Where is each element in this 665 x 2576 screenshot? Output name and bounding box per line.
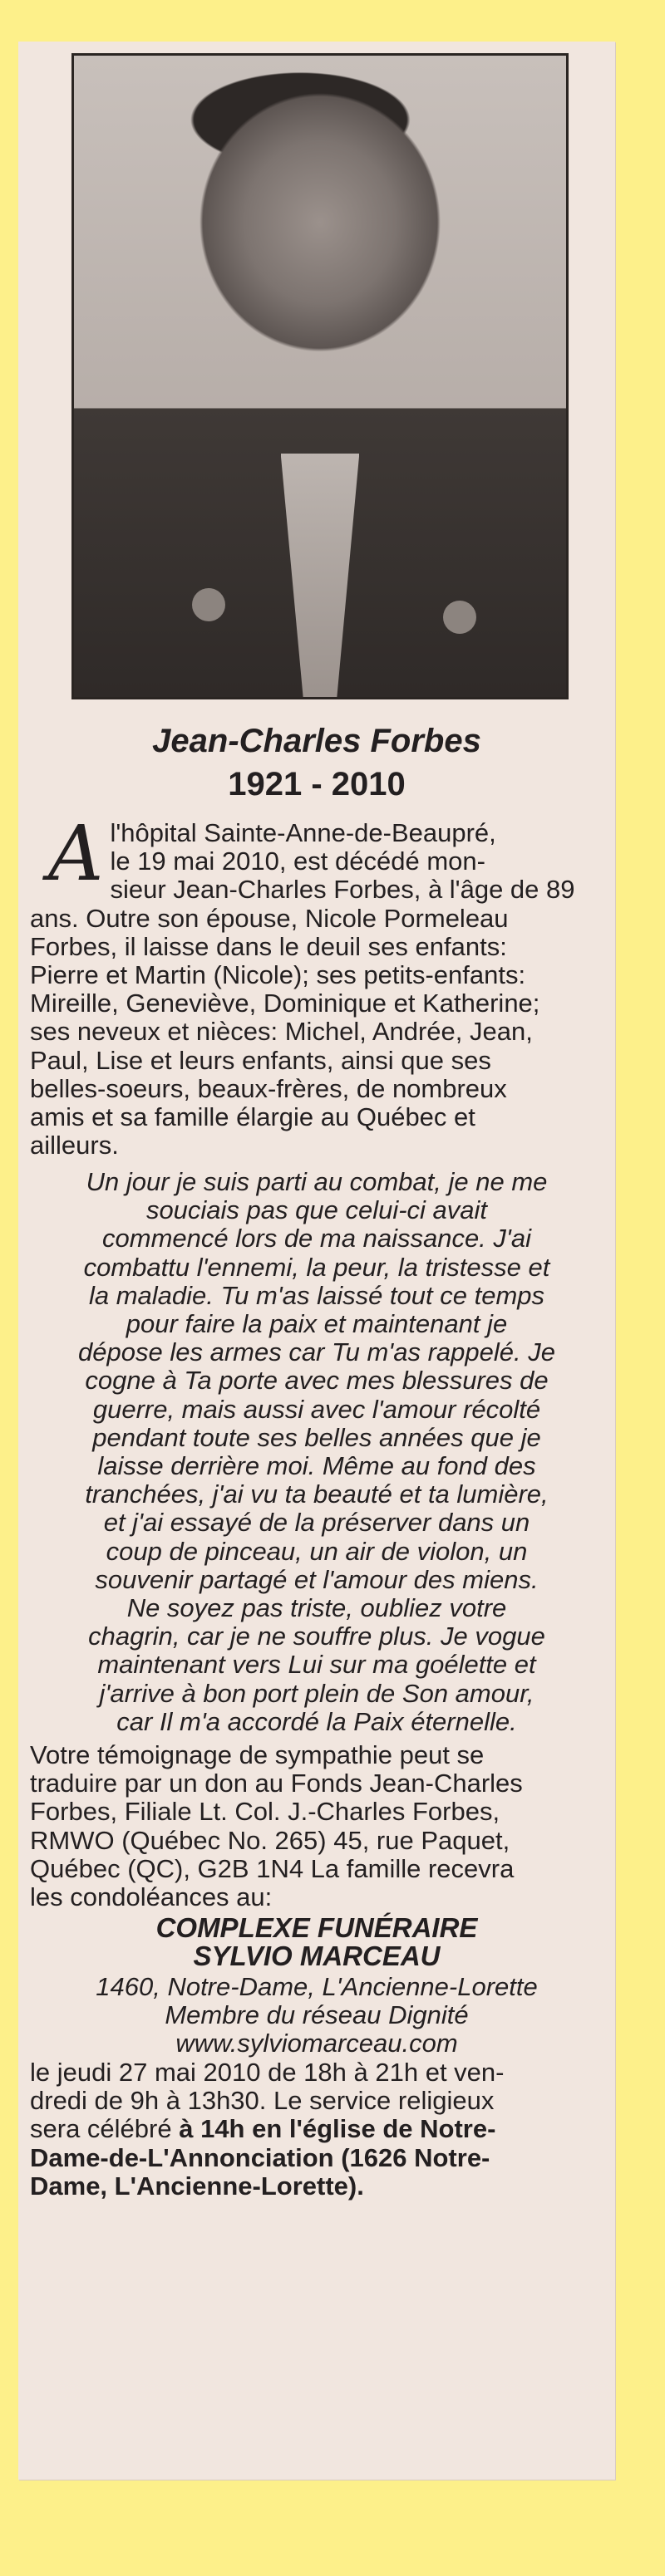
life-years: 1921 - 2010 [228, 766, 406, 802]
intro-line: ans. Outre son épouse, Nicole Pormeleau [30, 903, 509, 933]
poem-line: et j'ai essayé de la préserver dans un [103, 1508, 530, 1538]
schedule-line [30, 2115, 603, 2143]
poem-line: cogne à Ta porte avec mes blessures de [85, 1366, 549, 1396]
schedule-line [30, 2172, 603, 2201]
intro-paragraph [30, 809, 603, 1160]
intro-line: Pierre et Martin (Nicole); ses petits-enfants: [30, 960, 526, 990]
deceased-name: Jean-Charles Forbes [152, 723, 481, 759]
poem-line: maintenant vers Lui sur ma goélette et [97, 1650, 536, 1680]
poem-line: pour faire la paix et maintenant je [126, 1309, 508, 1339]
poem [30, 1168, 603, 1736]
sympathy-paragraph [30, 1741, 603, 1911]
sympathy-line: Forbes, Filiale Lt. Col. J.-Charles Forbes, [30, 1797, 500, 1827]
address-line: 1460, Notre-Dame, L'Ancienne-Lorette [96, 1972, 538, 2001]
poem-line: la maladie. Tu m'as laissé tout ce temps [88, 1280, 545, 1310]
intro-line: l'hôpital Sainte-Anne-de-Beaupré, [110, 818, 496, 847]
schedule-line [30, 2144, 603, 2172]
obituary-clipping [18, 42, 615, 2480]
service-time: à 14h en l'église de Notre- [179, 2114, 496, 2144]
sympathy-line: les condoléances au: [30, 1882, 273, 1912]
right-collar-badge [443, 601, 476, 634]
dropcap-letter: A [48, 809, 104, 898]
network-line: Membre du réseau Dignité [165, 2000, 469, 2030]
intro-line: Forbes, il laisse dans le deuil ses enfants: [30, 931, 507, 961]
intro-line: Paul, Lise et leurs enfants, ainsi que ses [30, 1045, 491, 1075]
intro-line: belles-soeurs, beaux-frères, de nombreux [30, 1073, 507, 1103]
schedule-paragraph [30, 2058, 603, 2201]
intro-line: ailleurs. [30, 1131, 119, 1160]
church-name: Dame-de-L'Annonciation (1626 Notre- [30, 2142, 490, 2172]
intro-line: amis et sa famille élargie au Québec et [30, 1102, 475, 1132]
funeral-home [30, 1914, 603, 1970]
intro-line: sieur Jean-Charles Forbes, à l'âge de 89 [110, 875, 575, 905]
poem-line: Ne soyez pas triste, oubliez votre [126, 1593, 507, 1623]
left-collar-badge [192, 588, 225, 621]
funeral-home-name: SYLVIO MARCEAU [193, 1941, 441, 1972]
sympathy-line: Québec (QC), G2B 1N4 La famille recevra [30, 1853, 515, 1883]
poem-line: souciais pas que celui-ci avait [145, 1195, 488, 1225]
poem-line: dépose les armes car Tu m'as rappelé. Je [78, 1337, 555, 1367]
intro-line: ses neveux et nièces: Michel, Andrée, Jean, [30, 1017, 533, 1047]
funeral-home-address [30, 1973, 603, 2058]
poem-line: laisse derrière moi. Même au fond des [97, 1451, 536, 1481]
schedule-line: dredi de 9h à 13h30. Le service religieux [30, 2086, 495, 2116]
poem-line: Un jour je suis parti au combat, je ne me [86, 1167, 548, 1196]
church-address: Dame, L'Ancienne-Lorette). [30, 2171, 364, 2201]
website-line: www.sylviomarceau.com [175, 2029, 458, 2058]
portrait-photo [71, 53, 569, 699]
schedule-text: sera célébré [30, 2114, 180, 2144]
poem-line: car Il m'a accordé la Paix éternelle. [116, 1706, 517, 1736]
shirt-collar [281, 454, 360, 699]
sympathy-line: Votre témoignage de sympathie peut se [30, 1740, 485, 1769]
poem-line: chagrin, car je ne souffre plus. Je vogue [88, 1622, 545, 1651]
funeral-home-name: COMPLEXE FUNÉRAIRE [155, 1912, 478, 1943]
poem-line: souvenir partagé et l'amour des miens. [95, 1564, 539, 1594]
intro-line: Mireille, Geneviève, Dominique et Katherine; [30, 989, 540, 1018]
poem-line: guerre, mais aussi avec l'amour récolté [92, 1394, 541, 1424]
poem-line: coup de pinceau, un air de violon, un [106, 1536, 528, 1566]
poem-line: commencé lors de ma naissance. J'ai [102, 1224, 531, 1254]
intro-line: le 19 mai 2010, est décédé mon- [110, 846, 485, 876]
poem-line: pendant toute ses belles années que je [92, 1422, 541, 1452]
sympathy-line: RMWO (Québec No. 265) 45, rue Paquet, [30, 1825, 510, 1855]
sympathy-line: traduire par un don au Fonds Jean-Charles [30, 1769, 523, 1798]
schedule-line: le jeudi 27 mai 2010 de 18h à 21h et ven- [30, 2058, 505, 2087]
poem-line: j'arrive à bon port plein de Son amour, [99, 1678, 534, 1708]
poem-line: combattu l'ennemi, la peur, la tristesse et [83, 1252, 550, 1282]
poem-line: tranchées, j'ai vu ta beauté et ta lumière, [85, 1479, 549, 1509]
